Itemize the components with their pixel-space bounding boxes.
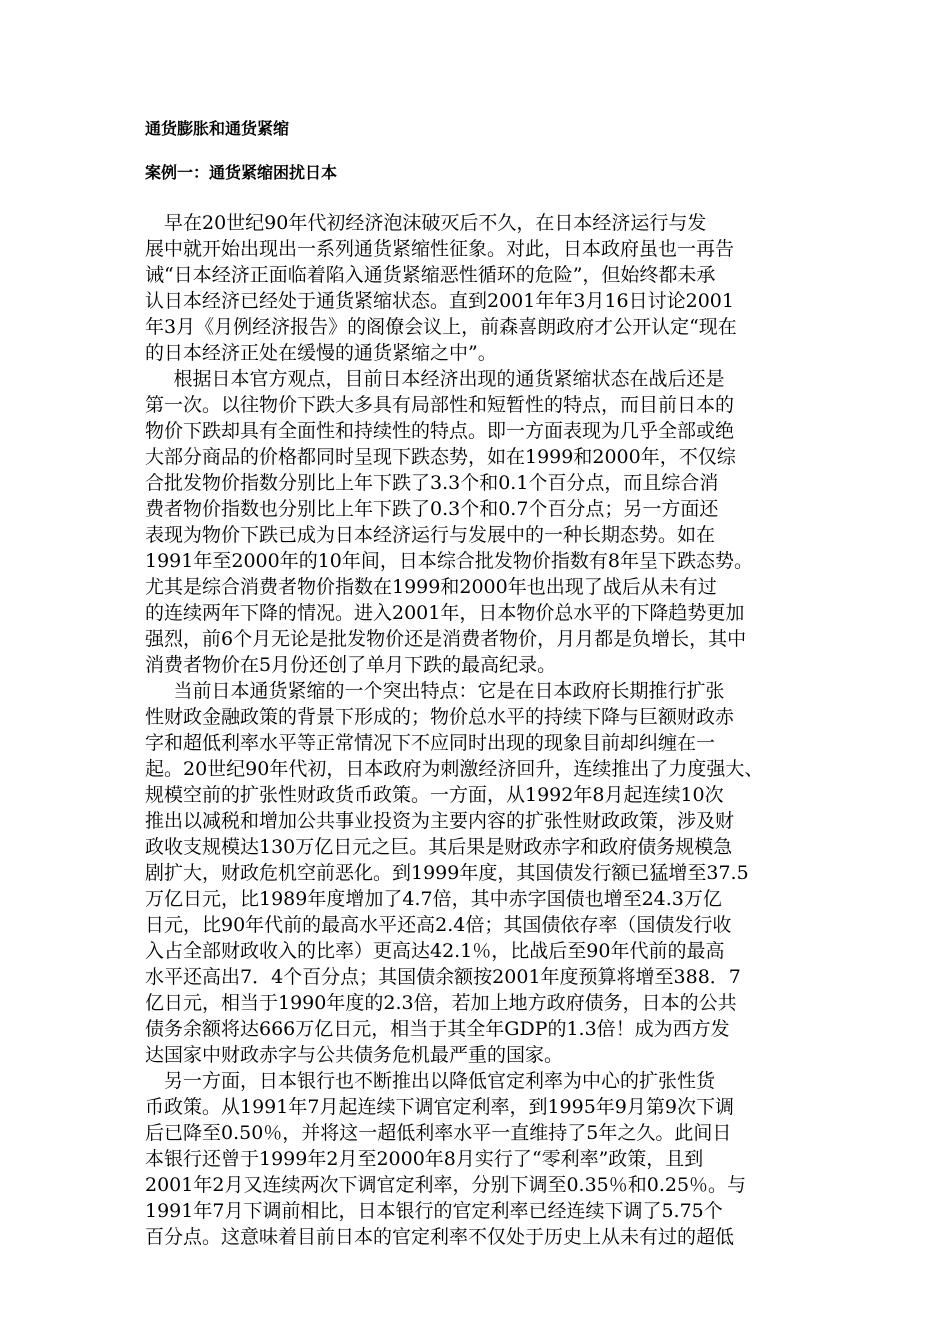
- paragraph-line: 债务余额将达666万亿日元，相当于其全年GDP的1.3倍！成为西方发: [145, 1018, 730, 1040]
- paragraph-line: 消费者物价在5月份还创了单月下跌的最高纪录。: [145, 654, 557, 676]
- document-title: 通货膨胀和通货紧缩: [145, 119, 290, 138]
- paragraph-line: 第一次。以往物价下跌大多具有局部性和短暂性的特点，而目前日本的: [145, 394, 735, 416]
- paragraph-line: 认日本经济已经处于通货紧缩状态。直到2001年年3月16日讨论2001: [145, 290, 734, 312]
- paragraph-line: 剧扩大，财政危机空前恶化。到1999年度，其国债发行额已猛增至37.5: [145, 862, 749, 884]
- paragraph-line: 早在20世纪90年代初经济泡沫破灭后不久，在日本经济运行与发: [145, 212, 707, 234]
- paragraph-line: 当前日本通货紧缩的一个突出特点：它是在日本政府长期推行扩张: [145, 680, 725, 702]
- paragraph-line: 1991年至2000年的10年间，日本综合批发物价指数有8年呈下跌态势。: [145, 550, 753, 572]
- paragraph-line: 百分点。这意味着目前日本的官定利率不仅处于历史上从未有过的超低: [145, 1226, 735, 1248]
- paragraph-line: 尤其是综合消费者物价指数在1999和2000年也出现了战后从未有过: [145, 576, 717, 598]
- paragraph-line: 1991年7月下调前相比，日本银行的官定利率已经连续下调了5.75个: [145, 1200, 723, 1222]
- paragraph-line: 币政策。从1991年7月起连续下调官定利率，到1995年9月第9次下调: [145, 1096, 734, 1118]
- paragraph-line: 本银行还曾于1999年2月至2000年8月实行了“零利率”政策，且到: [145, 1148, 704, 1170]
- paragraph-line: 入占全部财政收入的比率）更高达42.1％，比战后至90年代前的最高: [145, 940, 725, 962]
- paragraph-line: 根据日本官方观点，目前日本经济出现的通货紧缩状态在战后还是: [145, 368, 725, 390]
- paragraph-line: 2001年2月又连续两次下调官定利率，分别下调至0.35％和0.25％。与: [145, 1174, 747, 1196]
- paragraph-line: 的连续两年下降的情况。进入2001年，日本物价总水平的下降趋势更加: [145, 602, 745, 624]
- paragraph-line: 强烈，前6个月无论是批发物价还是消费者物价，月月都是负增长，其中: [145, 628, 747, 650]
- paragraph-line: 万亿日元，比1989年度增加了4.7倍，其中赤字国债也增至24.3万亿: [145, 888, 722, 910]
- paragraph-line: 展中就开始出现出一系列通货紧缩性征象。对此，日本政府虽也一再告: [145, 238, 735, 260]
- paragraph-line: 表现为物价下跌已成为日本经济运行与发展中的一种长期态势。如在: [145, 524, 716, 546]
- paragraph-line: 后已降至0.50％，并将这一超低利率水平一直维持了5年之久。此间日: [145, 1122, 732, 1144]
- document-content: [145, 118, 813, 1250]
- paragraph-line: 诫“日本经济正面临着陷入通货紧缩恶性循环的危险”，但始终都未承: [145, 264, 716, 286]
- paragraph-line: 规模空前的扩张性财政货币政策。一方面，从1992年8月起连续10次: [145, 784, 724, 806]
- paragraph-line: 字和超低利率水平等正常情况下不应同时出现的现象目前却纠缠在一: [145, 732, 716, 754]
- case-heading: 案例一：通货紧缩困扰日本: [145, 163, 338, 182]
- paragraph-line: 水平还高出7．4个百分点；其国债余额按2001年度预算将增至388．7: [145, 966, 741, 988]
- paragraph: [145, 1068, 813, 1250]
- paragraph-line: 日元，比90年代前的最高水平还高2.4倍；其国债依存率（国债发行收: [145, 914, 732, 936]
- paragraph-line: 推出以减税和增加公共事业投资为主要内容的扩张性财政政策，涉及财: [145, 810, 735, 832]
- paragraph: [145, 366, 813, 678]
- paragraph-line: 另一方面，日本银行也不断推出以降低官定利率为中心的扩张性货: [145, 1070, 716, 1092]
- paragraph-line: 物价下跌却具有全面性和持续性的特点。即一方面表现为几乎全部或绝: [145, 420, 735, 442]
- paragraph-line: 费者物价指数也分别比上年下跌了0.3个和0.7个百分点；另一方面还: [145, 498, 719, 520]
- document-body: [145, 210, 813, 1250]
- paragraph-line: 合批发物价指数分别比上年下跌了3.3个和0.1个百分点，而且综合消: [145, 472, 719, 494]
- paragraph-line: 亿日元，相当于1990年度的2.3倍，若加上地方政府债务，日本的公共: [145, 992, 737, 1014]
- paragraph-line: 性财政金融政策的背景下形成的；物价总水平的持续下降与巨额财政赤: [145, 706, 735, 728]
- paragraph-line: 达国家中财政赤字与公共债务危机最严重的国家。: [145, 1044, 564, 1066]
- paragraph: [145, 210, 813, 366]
- paragraph-line: 政收支规模达130万亿日元之巨。其后果是财政赤字和政府债务规模急: [145, 836, 733, 858]
- paragraph-line: 的日本经济正处在缓慢的通货紧缩之中”。: [145, 342, 497, 364]
- paragraph: [145, 678, 813, 1068]
- paragraph-line: 大部分商品的价格都同时呈现下跌态势，如在1999和2000年，不仅综: [145, 446, 736, 468]
- paragraph-line: 起。20世纪90年代初，日本政府为刺激经济回升，连续推出了力度强大、: [145, 758, 764, 780]
- paragraph-line: 年3月《月例经济报告》的阁僚会议上，前森喜朗政府才公开认定“现在: [145, 316, 737, 338]
